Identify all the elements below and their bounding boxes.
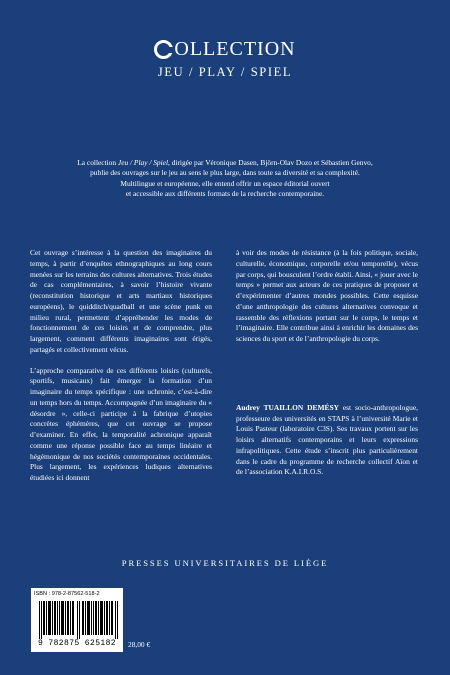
price: 28,00 € xyxy=(128,640,151,649)
spacer xyxy=(236,345,418,403)
summary-paragraph-2: L’approche comparative de ces différents loisirs (culturels, sportifs, musicaux) fait émerger la formation d’un imaginaire du temps spécifique : une uchronie, c’est-à-dire un temps hors du temps. Accompagnée d’un imaginaire du « désordre », celle-ci participe à la fabrique d’utopies concrètes éphémères, que cet ouvrage se propose d’examiner. En effet, la temporalité achronique apparaît comme une réponse possible face au temps linéaire et hégémonique de nos sociétés contemporaines occidentales. Plus largement, les expériences ludiques alternatives étudiées ici donnent xyxy=(30,365,212,482)
author-bio xyxy=(236,403,418,478)
intro-line-1 xyxy=(40,158,410,168)
publisher-name: PRESSES UNIVERSITAIRES DE LIÈGE xyxy=(121,558,329,568)
intro-line-4: et accessible aux différents formats de la recherche contemporaine. xyxy=(125,189,325,199)
author-bio-text: est socio-anthropologue, professeure des universités en STAPS à l’université Marie et Louis Pasteur (laboratoire C3S). Ses travaux portent sur les loisirs alternatifs contemporains et leurs expressions infrapolitiques. Cette étude s’inscrit plus particulièrement dans le cadre du programme de recherche collectif Aïon et de l’association K.A.I.R.O.S. xyxy=(236,402,418,477)
intro-line-1-post: , dirigée par Véronique Dasen, Björn-Olav Dozo et Sébastien Genvo, xyxy=(168,158,373,167)
collection-title xyxy=(154,38,295,60)
collection-c-logo xyxy=(154,40,173,59)
collection-title-text: OLLECTION xyxy=(174,38,296,60)
intro-line-1-pre: La collection xyxy=(77,158,118,167)
intro-collection-name: Jeu / Play / Spiel xyxy=(117,158,168,167)
summary-paragraph-3: à voir des modes de résistance (à la fois politique, sociale, culturelle, économique, corporelle et/ou temporelle), vécus par corps, qui bousculent l’ordre établi. Ainsi, « jouer avec le temps » permet aux acteurs de ces pratiques de proposer et d’expérimenter d’autres mondes possibles. Cette esquisse d’une anthropologie des cultures alternatives convoque et rassemble des réflexions portant sur le corps, le temps et l’imaginaire. Elle contribue ainsi à enrichir les domaines des sciences du sport et de l’anthropologie du corps. xyxy=(236,248,418,343)
spacer xyxy=(30,356,212,366)
collection-subtitle: JEU / PLAY / SPIEL xyxy=(157,64,293,79)
barcode-digits: 9 782875 625182 xyxy=(37,639,116,648)
collection-header xyxy=(0,38,450,80)
barcode-box xyxy=(31,588,123,652)
intro-line-2: publie des ouvrages sur le jeu au sens le plus large, dans toute sa diversité et sa complexité. xyxy=(90,168,360,178)
right-column xyxy=(236,248,418,478)
summary-paragraph-1: Cet ouvrage s’intéresse à la question des imaginaires du temps, à partir d’enquêtes ethnographiques au long cours menées sur les terrains des cultures alternatives. Trois études de cas complémentaires, à savoir l’histoire vivante (reconstitution historique et arts martiaux historiques européens), le quidditch/quadball et une scène punk en milieu rural, permettent d’appréhender les modes de fonctionnement de ces loisirs et de comprendre, plus largement, comment différents imaginaires sont érigés, partagés et collectivement vécus. xyxy=(30,248,212,354)
isbn-label: ISBN : 978-2-87562-518-2 xyxy=(34,591,100,597)
barcode-icon xyxy=(39,601,121,639)
intro-line-3: Multilingue et européenne, elle entend offrir un espace éditorial ouvert xyxy=(120,178,330,188)
left-column xyxy=(30,248,212,484)
author-name: Audrey TUAILLON DEMÉSY xyxy=(236,402,339,412)
collection-intro xyxy=(40,158,410,200)
